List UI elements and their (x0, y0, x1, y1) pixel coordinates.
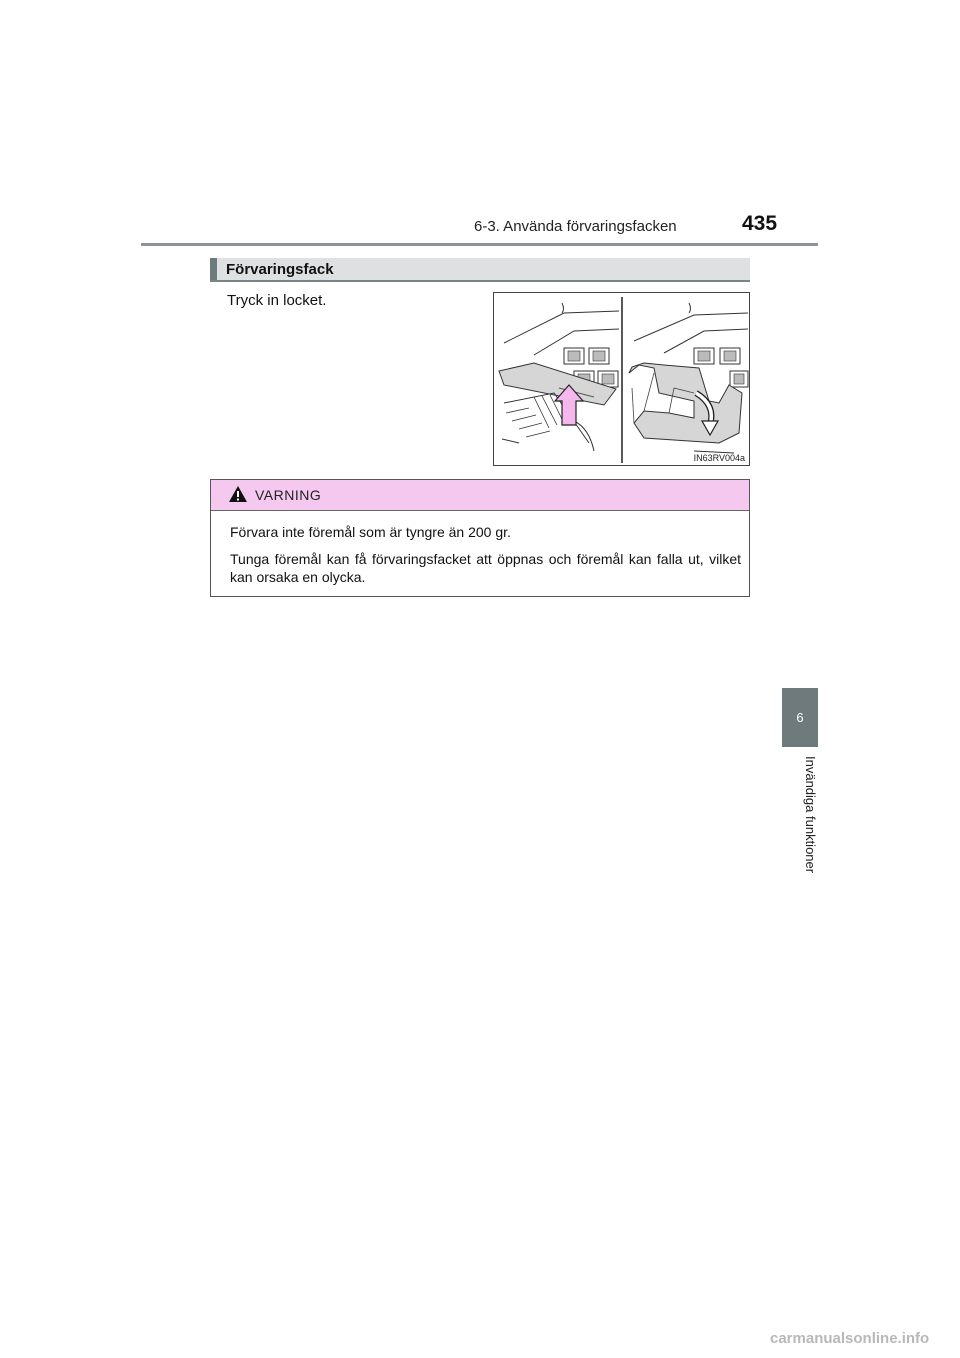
watermark: carmanualsonline.info (770, 1330, 930, 1347)
instruction-text: Tryck in locket. (227, 292, 327, 309)
warning-paragraph-2: Tunga föremål kan få förvaringsfacket att öppnas och föremål kan falla ut, vilket kan orsaka en olycka. (230, 551, 741, 585)
illustration-drawing (494, 293, 750, 466)
header-title: 6-3. Använda förvaringsfacken (474, 218, 677, 235)
header-rule (141, 243, 818, 246)
warning-label: VARNING (255, 487, 322, 503)
storage-illustration (493, 292, 750, 466)
warning-triangle-icon (228, 485, 248, 508)
warning-paragraph-1: Förvara inte föremål som är tyngre än 200 gr. (230, 524, 511, 540)
heading-bar (210, 258, 217, 280)
warning-body (211, 511, 749, 586)
chapter-tab[interactable]: 6 (782, 688, 818, 747)
chapter-label: Invändiga funktioner (803, 756, 818, 874)
page-number: 435 (742, 212, 778, 235)
section-heading-text: Förvaringsfack (226, 261, 334, 278)
figure-code: IN63RV004a (693, 453, 745, 463)
section-heading (210, 258, 750, 282)
warning-box (210, 479, 750, 597)
warning-header (211, 480, 749, 511)
